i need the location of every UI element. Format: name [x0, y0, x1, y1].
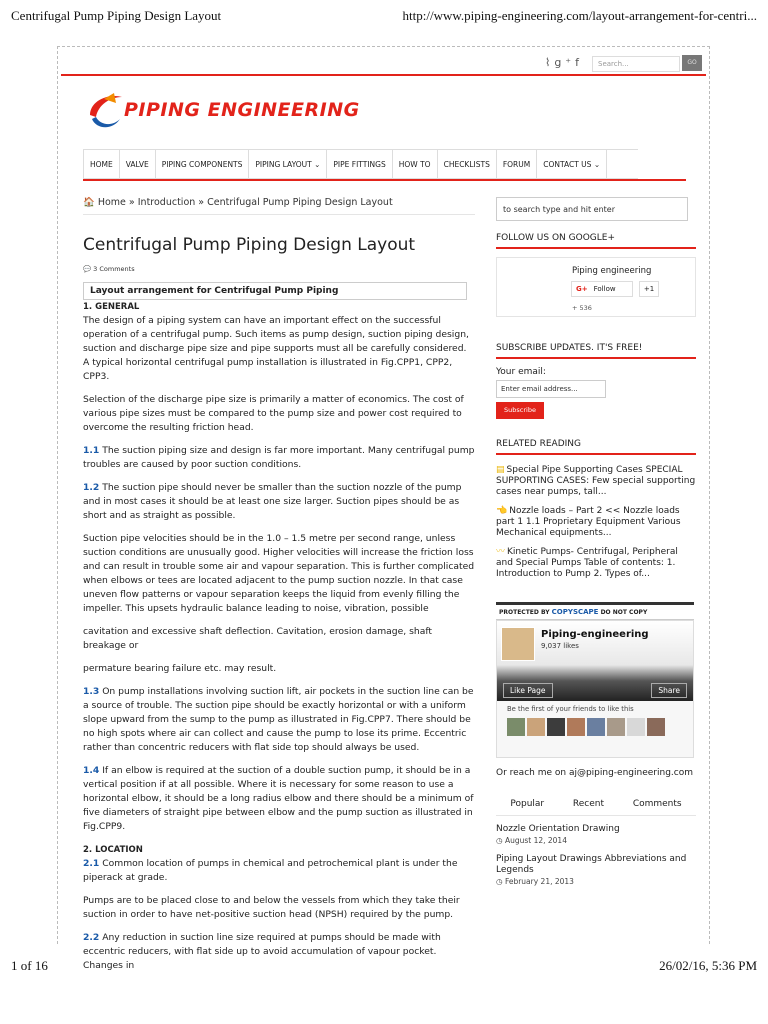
related-item-text: Special Pipe Supporting Cases SPECIAL SUPPORTING CASES: Few special supporting cases near pumps, tall...: [496, 465, 696, 497]
paragraph: [83, 481, 475, 523]
related-item-text: Kinetic Pumps- Centrifugal, Peripheral and Special Pumps Table of contents: 1. Introduction to Pump 2. Types of...: [496, 547, 678, 579]
breadcrumb[interactable]: 🏠 Home » Introduction » Centrifugal Pump Piping Design Layout: [83, 197, 475, 215]
related-title: RELATED READING: [496, 439, 696, 455]
rss-icon[interactable]: ⌇: [544, 56, 555, 69]
avatar[interactable]: [507, 718, 525, 736]
list-item[interactable]: [496, 824, 696, 845]
gplus-count: + 536: [572, 304, 592, 312]
copyscape-brand: COPYSCAPE: [551, 608, 599, 616]
gplus-follow-label: Follow: [593, 285, 616, 293]
avatar[interactable]: [567, 718, 585, 736]
subscribe-button[interactable]: Subscribe: [496, 402, 544, 419]
nav-underline: [83, 179, 686, 181]
fb-friend-faces: [507, 718, 665, 736]
list-item[interactable]: [496, 854, 696, 886]
nav-item[interactable]: PIPING COMPONENTS: [156, 150, 250, 180]
clock-icon: ◷: [496, 836, 505, 845]
related-item-text: Nozzle loads – Part 2 << Nozzle loads part 1 1.1 Proprietary Equipment Various Mechanical equipments...: [496, 506, 681, 538]
fb-first-friend-text: Be the first of your friends to like this: [507, 705, 634, 713]
facebook-page-widget: [496, 620, 694, 758]
page-title: Centrifugal Pump Piping Design Layout: [83, 235, 416, 255]
paragraph: [83, 764, 475, 834]
google-plus-icon[interactable]: g⁺: [554, 56, 576, 69]
related-item[interactable]: [496, 506, 696, 539]
paragraph: cavitation and excessive shaft deflection. Cavitation, erosion damage, shaft breakage or: [83, 626, 433, 651]
avatar[interactable]: [527, 718, 545, 736]
comments-link[interactable]: 💬 3 Comments: [83, 265, 135, 273]
clause-text: On pump installations involving suction lift, air pockets in the suction line can be a source of trouble. The suction pipe should be exactly horizontal or with a uniform slope upward from the sump to the pump as illustrated in Fig.CPP7. There should be no high spots where air can collect and cause the pump to lose its prime. Eccentric rather than concentric reducers with flat side top should always be used.: [83, 686, 474, 753]
print-header: [11, 8, 757, 26]
heading-location: 2. LOCATION: [83, 845, 143, 855]
post-list: [496, 824, 696, 886]
email-field[interactable]: Enter email address...: [496, 380, 606, 398]
logo-swoosh-icon: [86, 89, 126, 133]
fb-like-button[interactable]: Like Page: [503, 683, 553, 698]
print-timestamp: 26/02/16, 5:36 PM: [659, 958, 757, 973]
subscribe-title: SUBSCRIBE UPDATES. IT'S FREE!: [496, 343, 696, 359]
paragraph: [83, 685, 475, 755]
avatar[interactable]: [587, 718, 605, 736]
paragraph: permature bearing failure etc. may result.: [83, 663, 277, 674]
copyscape-post: DO NOT COPY: [600, 609, 648, 616]
gplus-plus1-button[interactable]: +1: [639, 281, 659, 297]
nav-item[interactable]: CHECKLISTS: [438, 150, 497, 180]
nav-item[interactable]: PIPING LAYOUT ⌄: [249, 150, 327, 180]
heading-general: 1. GENERAL: [83, 302, 140, 312]
paragraph: Selection of the discharge pipe size is primarily a matter of economics. The cost of various pipe sizes must be compared to the pump size and power cost required to overcome the resulting friction head.: [83, 394, 464, 433]
print-title: Centrifugal Pump Piping Design Layout: [11, 8, 222, 23]
fb-likes-count: 9,037 likes: [541, 642, 579, 650]
nav-item[interactable]: CONTACT US ⌄: [537, 150, 607, 180]
page-number: 1 of 16: [11, 958, 48, 973]
top-search-input[interactable]: Search...: [592, 56, 680, 72]
gplus-follow-button[interactable]: [571, 281, 633, 297]
contact-email-text[interactable]: Or reach me on aj@piping-engineering.com: [496, 768, 693, 778]
nav-item[interactable]: FORUM: [497, 150, 537, 180]
clock-icon: ◷: [496, 877, 505, 886]
email-label: Your email:: [496, 367, 546, 377]
clause-number: 2.1: [83, 858, 100, 869]
clause-number: 1.2: [83, 482, 100, 493]
copyscape-pre: PROTECTED BY: [499, 609, 550, 616]
logo-text: PIPING ENGINEERING: [124, 99, 360, 121]
related-item[interactable]: [496, 465, 696, 498]
article: [83, 197, 475, 973]
google-plus-icon: G+: [576, 285, 588, 293]
clause-number: 2.2: [83, 932, 100, 943]
copyscape-badge[interactable]: [496, 602, 694, 620]
paragraph: [83, 444, 475, 472]
related-list: [496, 465, 696, 580]
nav-item[interactable]: PIPE FITTINGS: [327, 150, 392, 180]
follow-title: FOLLOW US ON GOOGLE+: [496, 233, 696, 249]
thumbnail-icon: 〰: [496, 547, 506, 557]
avatar[interactable]: [627, 718, 645, 736]
clause-number: 1.1: [83, 445, 100, 456]
thumbnail-icon: ▤: [496, 465, 505, 475]
post-title[interactable]: Piping Layout Drawings Abbreviations and Legends: [496, 854, 687, 875]
gplus-name[interactable]: Piping engineering: [572, 266, 652, 276]
related-item[interactable]: [496, 547, 696, 580]
sidebar: [496, 197, 696, 895]
clause-number: 1.4: [83, 765, 100, 776]
sidebar-search-input[interactable]: to search type and hit enter: [496, 197, 688, 221]
paragraph: Pumps are to be placed close to and below the vessels from which they take their suction in order to have net-positive suction head (NPSH) required by the pump.: [83, 895, 460, 920]
clause-text: The suction pipe should never be smaller than the suction nozzle of the pump and in most cases it should be at least one size larger. Suction pipes should be as short and as straight as possible.: [83, 482, 462, 521]
social-icons: [545, 56, 583, 69]
clause-text: If an elbow is required at the suction of a double suction pump, it should be in a vertical position if at all possible. Where it is necessary for some reason to use a horizontal elbow, it should be a long radius elbow and there should be a minimum of five diameters of straight pipe between elbow and the pump suction as illustrated in Fig.CPP9.: [83, 765, 474, 832]
site-logo[interactable]: [86, 89, 386, 133]
tab-recent[interactable]: Recent: [572, 799, 605, 809]
avatar[interactable]: [647, 718, 665, 736]
fb-page-name[interactable]: Piping-engineering: [541, 629, 649, 640]
avatar[interactable]: [501, 627, 535, 661]
avatar[interactable]: [607, 718, 625, 736]
post-date-text: February 21, 2013: [504, 877, 574, 886]
tab-comments[interactable]: Comments: [632, 799, 682, 809]
post-date: [496, 877, 696, 886]
google-plus-badge: [496, 257, 696, 317]
nav-item[interactable]: HOW TO: [393, 150, 438, 180]
main-nav: [83, 149, 638, 179]
print-url: http://www.piping-engineering.com/layout-arrangement-for-centri...: [402, 8, 757, 23]
facebook-icon[interactable]: f: [575, 56, 583, 69]
clause-text: Common location of pumps in chemical and petrochemical plant is under the piperack at grade.: [83, 858, 458, 883]
tab-popular[interactable]: Popular: [510, 799, 545, 809]
avatar[interactable]: [547, 718, 565, 736]
clause-text: The suction piping size and design is far more important. Many centrifugal pump troubles are caused by poor suction conditions.: [83, 445, 475, 470]
paragraph: [83, 857, 475, 885]
top-bar: [61, 52, 706, 76]
fb-share-button[interactable]: Share: [651, 683, 687, 698]
top-search-button[interactable]: GO: [682, 55, 702, 71]
post-date-text: August 12, 2014: [504, 836, 567, 845]
clause-text: Any reduction in suction line size required at pumps should be made with eccentric reducers, with flat side up to avoid accumulation of vapour pocket. Changes in: [83, 932, 441, 971]
clause-number: 1.3: [83, 686, 100, 697]
section-heading-box: Layout arrangement for Centrifugal Pump Piping: [83, 282, 467, 300]
print-footer: [11, 958, 757, 976]
nav-item[interactable]: VALVE: [120, 150, 156, 180]
post-tabs: [496, 796, 696, 816]
post-title[interactable]: Nozzle Orientation Drawing: [496, 824, 620, 834]
paragraph: The design of a piping system can have an important effect on the successful operation of a centrifugal pump. Such items as pump design, suction piping design, suction and discharge pipe size and pipe supports must all be carefully considered. A typical horizontal centrifugal pump installation is illustrated in Fig.CPP1, CPP2, CPP3.: [83, 315, 469, 382]
web-page: [57, 46, 710, 971]
thumbnail-icon: 👈: [496, 506, 508, 516]
paragraph: Suction pipe velocities should be in the 1.0 – 1.5 metre per second range, unless suction conditions are unusually good. Higher velocities will increase the friction loss and can result in trouble some air and vapour separation. This is further complicated when elbows or tees are located adjacent to the pump suction nozzle. In that case uneven flow patterns or vapour separation keeps the liquid from evenly filling the impeller. This upsets hydraulic balance leading to noise, vibration, possible: [83, 533, 475, 614]
nav-item[interactable]: HOME: [83, 150, 120, 180]
post-date: [496, 836, 696, 845]
